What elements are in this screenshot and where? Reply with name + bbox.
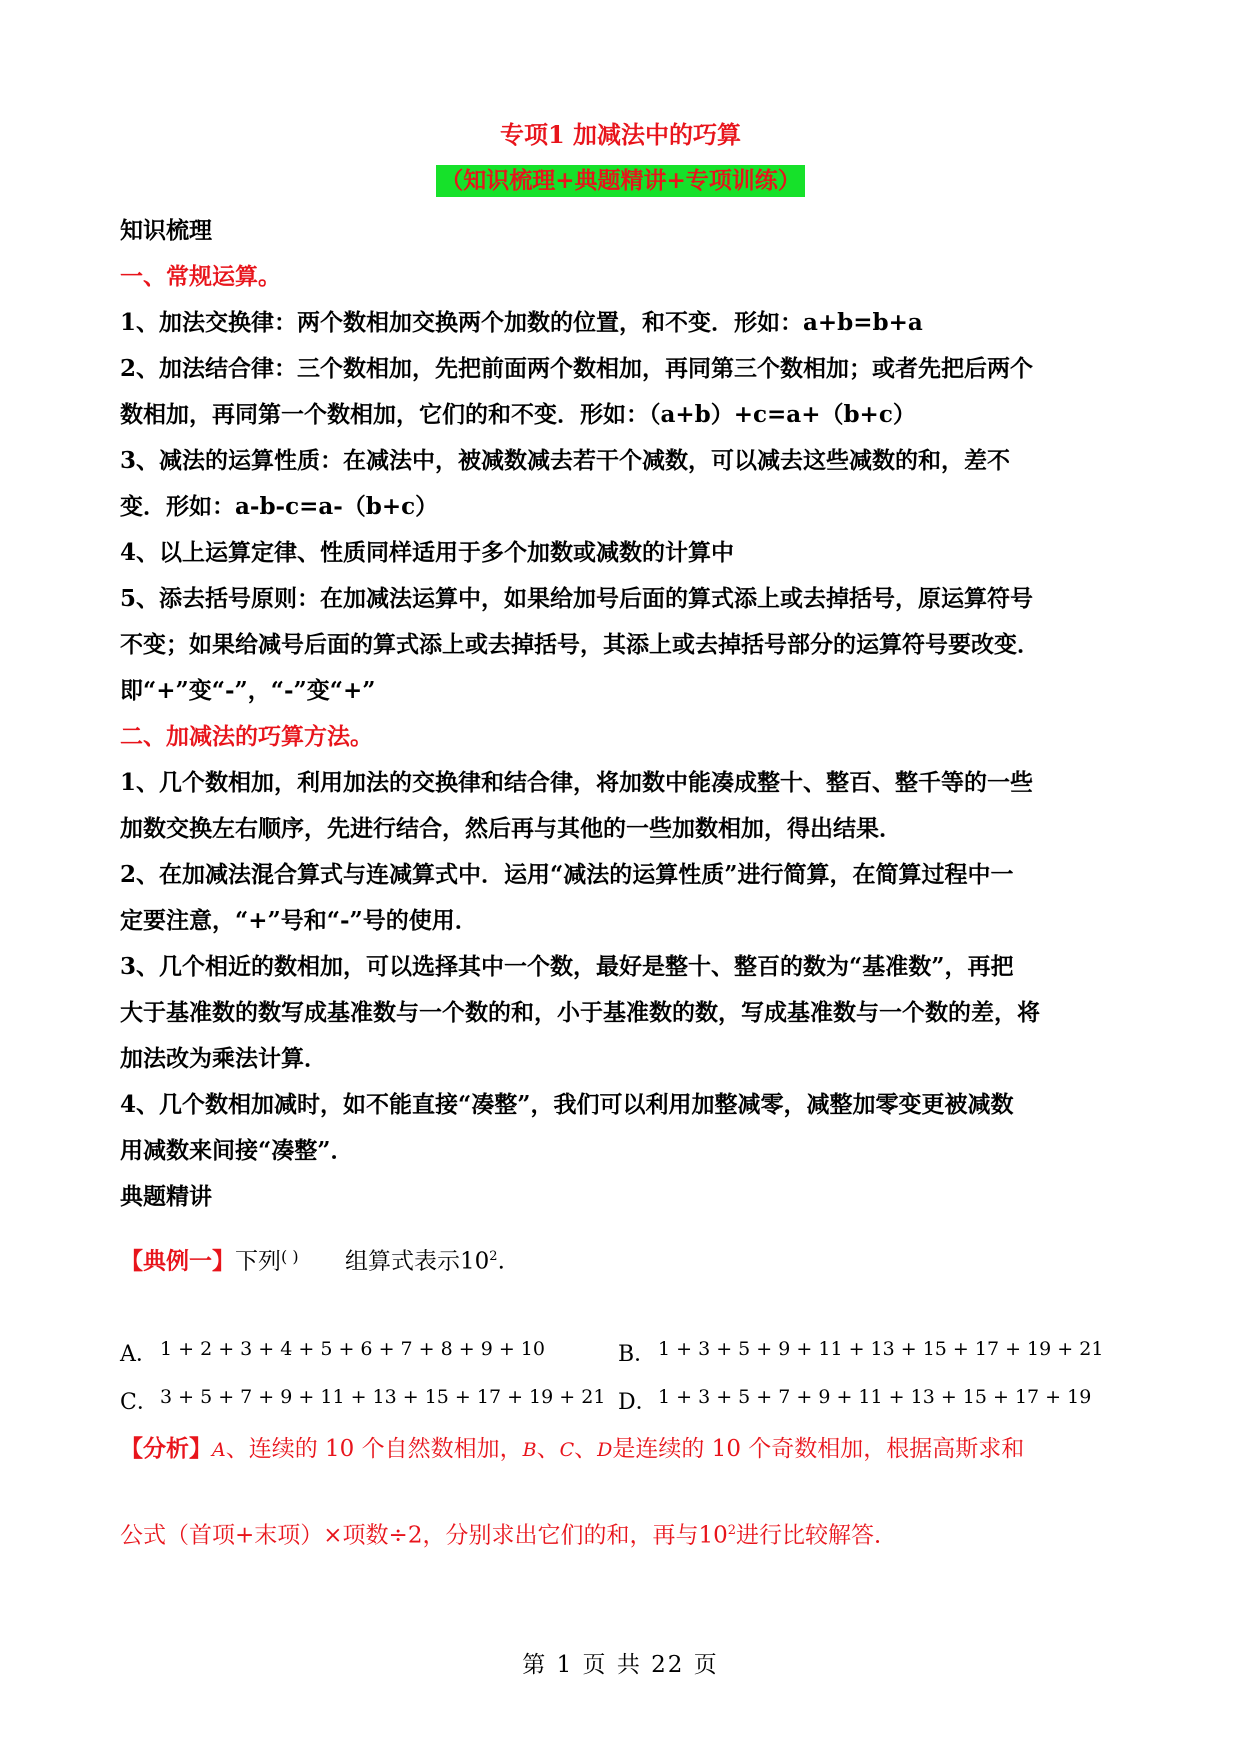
option-letter: B． bbox=[618, 1342, 657, 1367]
example1-end: . bbox=[497, 1248, 505, 1275]
subtitle-wrapper bbox=[0, 165, 1241, 197]
power-base: 10 bbox=[460, 1248, 490, 1275]
option-expression: 3 + 5 + 7 + 9 + 11 + 13 + 15 + 17 + 19 + 21 bbox=[160, 1386, 606, 1408]
knowledge-line: 变．形如：a-b-c=a-（b+c） bbox=[120, 493, 439, 520]
section2-title: 二、加减法的巧算方法。 bbox=[120, 723, 373, 750]
knowledge-line: 加数交换左右顺序，先进行结合，然后再与其他的一些加数相加，得出结果． bbox=[120, 815, 902, 842]
analysis-line-1 bbox=[120, 1432, 1130, 1467]
power-exponent: 2 bbox=[489, 1249, 498, 1264]
analysis-separator: 、 bbox=[574, 1436, 598, 1462]
option-expression: 1 + 2 + 3 + 4 + 5 + 6 + 7 + 8 + 9 + 10 bbox=[160, 1338, 545, 1360]
answer-blank: ( ) bbox=[281, 1247, 299, 1266]
page-subtitle: （知识梳理+典题精讲+专项训练） bbox=[436, 165, 805, 197]
example1-question bbox=[120, 1240, 1130, 1279]
knowledge-line: 3、减法的运算性质：在减法中，被减数减去若干个减数，可以减去这些减数的和，差不 bbox=[120, 447, 1011, 474]
example1-text-before: 下列 bbox=[235, 1248, 281, 1275]
knowledge-heading: 知识梳理 bbox=[120, 217, 212, 244]
example1-label: 【典例一】 bbox=[120, 1247, 235, 1275]
analysis-var-c: C bbox=[559, 1439, 575, 1461]
knowledge-line: 不变；如果给减号后面的算式添上或去掉括号，其添上或去掉括号部分的运算符号要改变． bbox=[120, 631, 1040, 658]
analysis-var-b: B bbox=[522, 1439, 537, 1461]
knowledge-line: 2、在加减法混合算式与连减算式中．运用“减法的运算性质”进行简算，在简算过程中一 bbox=[120, 861, 1014, 888]
knowledge-line: 即“+”变“-”，“-”变“+” bbox=[120, 677, 376, 704]
knowledge-line: 1、加法交换律：两个数相加交换两个加数的位置，和不变．形如：a+b=b+a bbox=[120, 309, 923, 336]
knowledge-line: 定要注意，“+”号和“-”号的使用． bbox=[120, 907, 478, 934]
option-c bbox=[120, 1386, 605, 1420]
examples-heading: 典题精讲 bbox=[120, 1183, 212, 1210]
option-letter: A． bbox=[120, 1342, 158, 1367]
option-letter: D． bbox=[618, 1390, 658, 1415]
power-base: 10 bbox=[698, 1522, 728, 1549]
analysis-var-a: A bbox=[212, 1439, 226, 1461]
knowledge-line: 1、几个数相加，利用加法的交换律和结合律，将加数中能凑成整十、整百、整千等的一些 bbox=[120, 769, 1034, 796]
analysis-text: 进行比较解答． bbox=[736, 1522, 898, 1549]
knowledge-line: 2、加法结合律：三个数相加，先把前面两个数相加，再同第三个数相加；或者先把后两个 bbox=[120, 355, 1034, 382]
knowledge-line: 3、几个相近的数相加，可以选择其中一个数，最好是整十、整百的数为“基准数”，再把 bbox=[120, 953, 1014, 980]
example1-text-after: 组算式表示 bbox=[345, 1248, 460, 1275]
knowledge-line: 5、添去括号原则：在加减法运算中，如果给加号后面的算式添上或去掉括号，原运算符号 bbox=[120, 585, 1034, 612]
analysis-var-d: D bbox=[597, 1439, 613, 1461]
knowledge-line: 4、几个数相加减时，如不能直接“凑整”，我们可以利用加整减零，减整加零变更被减数 bbox=[120, 1091, 1014, 1118]
option-d bbox=[618, 1386, 1091, 1420]
analysis-text: 公式（首项+末项）×项数÷2，分别求出它们的和，再与 bbox=[120, 1522, 699, 1549]
option-a bbox=[120, 1338, 545, 1372]
option-b bbox=[618, 1338, 1103, 1372]
analysis-separator: 、 bbox=[536, 1436, 560, 1462]
page-footer: 第 1 页 共 22 页 bbox=[522, 1652, 719, 1678]
knowledge-line: 4、以上运算定律、性质同样适用于多个加数或减数的计算中 bbox=[120, 539, 735, 566]
analysis-text: 是连续的 10 个奇数相加，根据高斯求和 bbox=[612, 1436, 1025, 1462]
power-exponent: 2 bbox=[727, 1523, 737, 1538]
analysis-line-2 bbox=[120, 1514, 1130, 1553]
knowledge-line: 数相加，再同第一个数相加，它们的和不变．形如：（a+b）+c=a+（b+c） bbox=[120, 401, 916, 428]
knowledge-line: 用减数来间接“凑整”． bbox=[120, 1137, 354, 1164]
option-letter: C． bbox=[120, 1390, 159, 1415]
knowledge-line: 加法改为乘法计算． bbox=[120, 1045, 327, 1072]
option-expression: 1 + 3 + 5 + 7 + 9 + 11 + 13 + 15 + 17 + 19 bbox=[658, 1386, 1092, 1408]
analysis-text: 、连续的 10 个自然数相加， bbox=[225, 1436, 523, 1462]
section1-title: 一、常规运算。 bbox=[120, 263, 281, 290]
analysis-label: 【分析】 bbox=[120, 1435, 212, 1462]
knowledge-line: 大于基准数的数写成基准数与一个数的和，小于基准数的数，写成基准数与一个数的差，将 bbox=[120, 999, 1040, 1026]
option-expression: 1 + 3 + 5 + 9 + 11 + 13 + 15 + 17 + 19 + 21 bbox=[658, 1338, 1104, 1360]
page-title: 专项1 加减法中的巧算 bbox=[499, 120, 742, 149]
